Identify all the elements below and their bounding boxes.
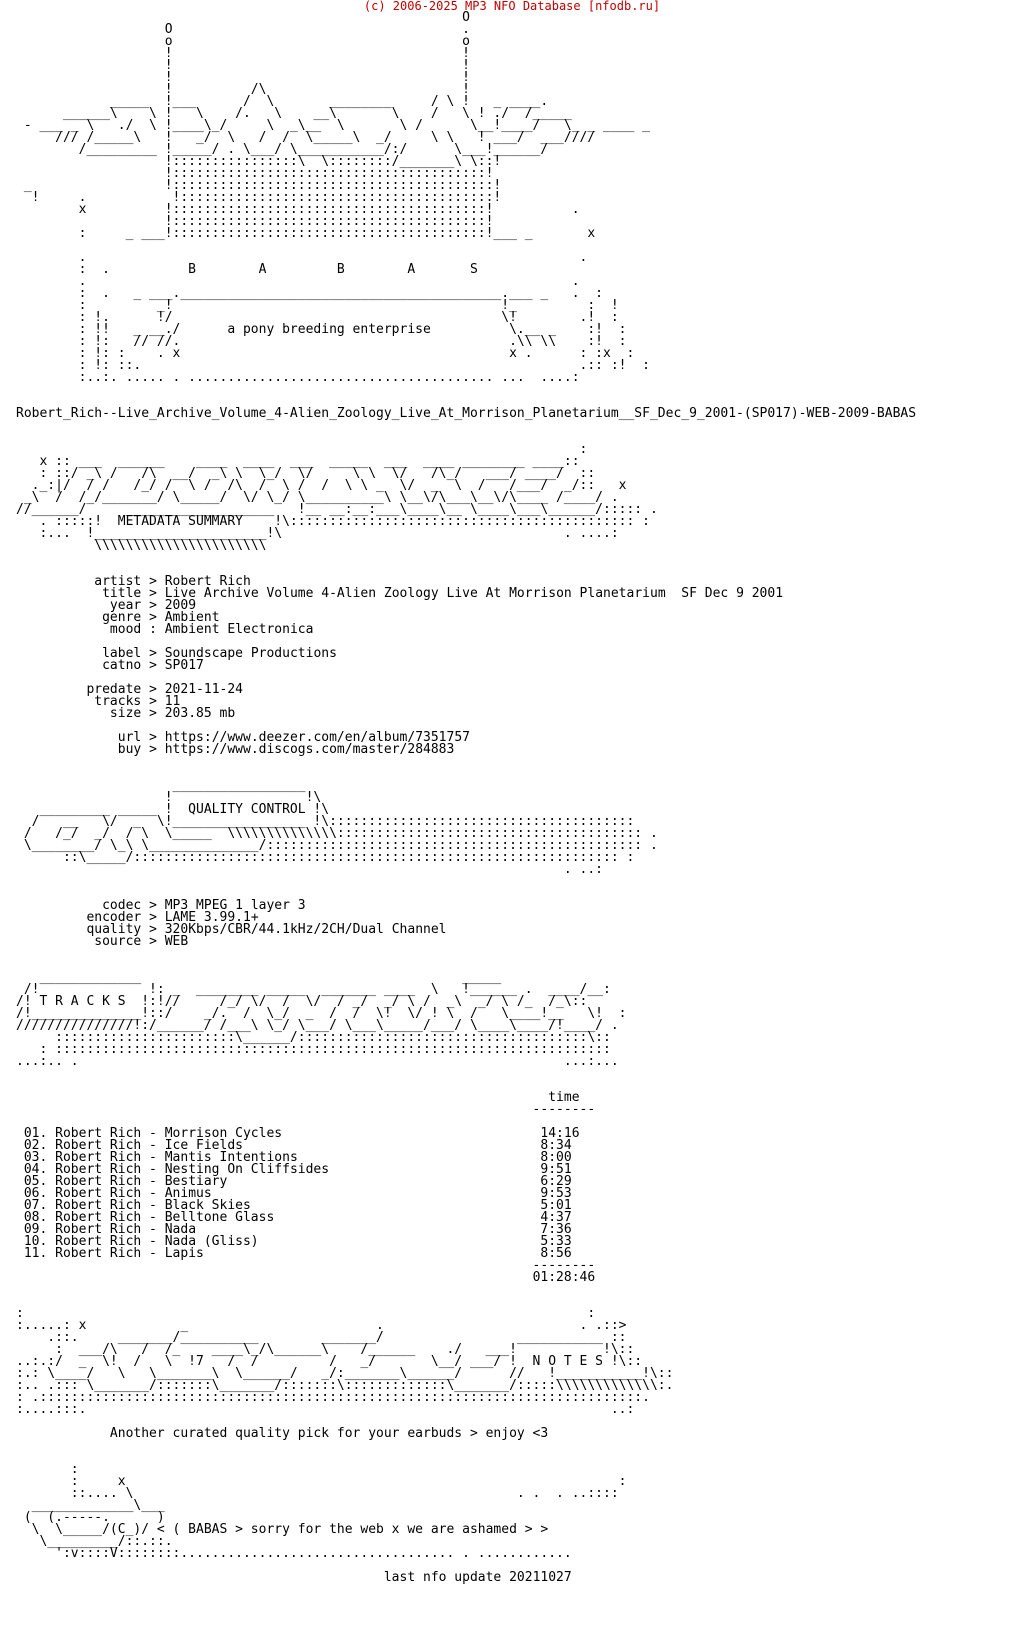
track-number: 09. [23,1222,48,1237]
track-label: Robert Rich - Nada [55,1222,533,1237]
track-number: 03. [23,1150,48,1165]
track-time: 8:00 [540,1150,572,1165]
metadata-row [16,658,204,673]
quality-value: MP3 MPEG 1 layer 3 [164,898,306,913]
metadata-separator: > [149,646,157,661]
copyright-banner: (c) 2006-2025 MP3 NFO Database [nfodb.ru] [363,0,661,13]
metadata-separator: > [149,574,157,589]
quality-key: encoder [78,910,142,925]
metadata-key: year [78,598,142,613]
metadata-separator: > [149,694,157,709]
metadata-value: 2021-11-24 [164,682,244,697]
track-time: 5:01 [540,1198,572,1213]
metadata-key: buy [78,742,142,757]
metadata-separator: > [149,598,157,613]
track-label: Robert Rich - Bestiary [55,1174,533,1189]
metadata-summary-header-art: : x :: ___ ______ ____ ____ ___ _____ ___ ____ ________ ____:: : ::/ _\ / /\ __/ _\ \ \_/ \/ \ \ \/ /\_/ ___/ ____/ :: ._:|/ / / /_/ / \ / /\ / \ / / \ \ _ \/ _ \ / /___/ _/:: x _\ / /_/_______/ \_____/ \/ \_/ \__________\ \__\/\___\__\/\____ /____/ . //______/ ___________________ !__ __:__:___\____\__ \____\___\______/::::: . . :::::! METADATA SUMMARY !\:::::::::::::::::::::::::::::::::::::::::::: : :... !______________________!\ . ....: \\\\\\\\\\\\\\\\\\\\\\ [16,442,658,553]
track-number: 05. [23,1174,48,1189]
nfo-document [16,12,916,1584]
metadata-value: https://www.discogs.com/master/284883 [164,742,455,757]
metadata-key: catno [78,658,142,673]
track-label: Robert Rich - Mantis Intentions [55,1150,533,1165]
quality-value: LAME 3.99.1+ [164,910,259,925]
metadata-key: label [78,646,142,661]
quality-value: WEB [164,934,189,949]
quality-key: codec [78,898,142,913]
metadata-row [16,622,313,637]
track-label: Robert Rich - Black Skies [55,1198,533,1213]
track-number: 10. [23,1234,48,1249]
notes-text: Another curated quality pick for your earbuds > enjoy <3 [109,1426,549,1441]
track-number: 04. [23,1162,48,1177]
track-time: 8:56 [540,1246,572,1261]
metadata-key: mood [78,622,142,637]
metadata-key: tracks [78,694,142,709]
metadata-separator: > [149,730,157,745]
track-label: Robert Rich - Morrison Cycles [55,1126,533,1141]
track-number: 07. [23,1198,48,1213]
quality-key: source [78,934,142,949]
metadata-value: 2009 [164,598,197,613]
metadata-separator: > [149,682,157,697]
track-time: 7:36 [540,1222,572,1237]
track-number: 01. [23,1126,48,1141]
track-time: 5:33 [540,1234,572,1249]
quality-row: quality > 320Kbps/CBR/44.1kHz/2CH/Dual Channel [78,922,447,937]
track-time: 8:34 [540,1138,572,1153]
quality-value: 320Kbps/CBR/44.1kHz/2CH/Dual Channel [164,922,447,937]
quality-control-header-art: _________________ ! !\ _________ _____ ! QUALITY CONTROL !\ / __ \/ _ \!_________________ !\::::::::::::::::::::::::::::::::::::::: / /_/ _/ / \ \_____ \\\\\\\\\\\\\\::::::::::::::::::::::::::::::::::::::: . \________/ \_\ \______________/:::::::::::::::::::::::::::::::::::::::::::::::: . ::\_____/:::::::::::::::::::::::::::::::::::::::::::::::::::::::::::::: : . ..: [23,778,658,877]
metadata-value: 203.85 mb [164,706,236,721]
metadata-separator: > [149,586,157,601]
track-number: 08. [23,1210,48,1225]
metadata-key: predate [78,682,142,697]
metadata-value: Ambient [164,610,220,625]
track-label: Robert Rich - Belltone Glass [55,1210,533,1225]
metadata-separator: : [149,622,157,637]
quality-key: quality [78,922,142,937]
track-label: Robert Rich - Nada (Gliss) [55,1234,533,1249]
metadata-value: Soundscape Productions [164,646,337,661]
release-name: Robert_Rich--Live_Archive_Volume_4-Alien_Zoology_Live_At_Morrison_Planetarium__SF_Dec_9_2001-(SP017)-WEB-2009-BABAS [16,406,917,421]
track-time: 6:29 [540,1174,572,1189]
metadata-separator: > [149,742,157,757]
track-time: 14:16 [540,1126,580,1141]
total-time: 01:28:46 [532,1270,596,1285]
track-number: 06. [23,1186,48,1201]
quality-row: codec > MP3 MPEG 1 layer 3 [78,898,306,913]
track-label: Robert Rich - Nesting On Cliffsides [55,1162,533,1177]
metadata-value: Robert Rich [164,574,251,589]
metadata-value: Ambient Electronica [164,622,314,637]
track-label: Robert Rich - Animus [55,1186,533,1201]
track-number: 11. [23,1246,48,1261]
tracks-header-art: _____________ _____ /! !: _ ________ _____ _______ ____ \ !______ . ____/__: /! T R A C K S !:!// /_/ \/ / \/ / _/ _/ \ / _\ _/ \ /_ /_\:: /!______________!::/ _/. / \_/ _ / / \! \/ ! \ / \____!__ \! : ///////////////!:/______/ /___\ \_/ \___/ \___\_____/___/ \____\____/!____/ . :::::::::::::::::::::::\______/:::::::::::::::::::::::::::::::::::::\:: : ::::::::::::::::::::::::::::::::::::::::::::::::::::::::::::::::::::::: ...:.. . ...:... [16,970,627,1069]
metadata-value: Live Archive Volume 4-Alien Zoology Live At Morrison Planetarium SF Dec 9 2001 [164,586,784,601]
time-column-header: time [548,1090,580,1105]
track-label: Robert Rich - Ice Fields [55,1138,533,1153]
metadata-key: genre [78,610,142,625]
logo-ascii-art: O O . o o ! ! ! ! ! ! ! /\ ! _____ !___ / \ ________ / \ ! _ ____. ______\ \ ! \ /. \ __\ \ / \ ! ./ /_____ - ___ _ \ ./ \ !____\_/ \ _\__ \ \ / \__!____/ \_ _ ____ _ /// /_____\ ! _/ \ / / \_____\ _/ \ \ ! ___/ ___//// /_________ !_____/ . \___/ \___________/:/ \___!______/ !::::::::::::::::\ \::::::::/_______\ \::! !::::::::::::::::::::::::::::::::::::::::! _ !:::::::::::::::::::::::::::::::::::::::::! ! . !::::::::::::::::::::::::::::::::::::::::! x !::::::::::::::::::::::::::::::::::::::::! . !::::::::::::::::::::::::::::::::::::::::! : _ ___!::::::::::::::::::::::::::::::::::::::::!___ _ x . . : . B A B A S . . : . _ ___._________________________________________.___ _ . : : _! !_ : ! : !. !/ \! .! : : !! _ __./ a pony breeding enterprise \.__ _ :! : : !: // //. .\\ \\ :! : : !: : . x x . : :x : : !: ::. .:: :! : :..:. ..... . ....................................... ... ....: [23,10,650,385]
metadata-row [16,706,235,721]
metadata-key: url [78,730,142,745]
quality-control-block [16,898,447,949]
track-time: 9:51 [540,1162,572,1177]
track-time: 9:53 [540,1186,572,1201]
metadata-separator: > [149,658,157,673]
quality-row: source > WEB [78,934,189,949]
metadata-value: https://www.deezer.com/en/album/7351757 [164,730,470,745]
metadata-separator: > [149,706,157,721]
track-row [16,1246,572,1261]
notes-header-art: : : :.....: x _ . . .::> .::. _______/__________ _______/ ___________ :: : ___/\ / /_ ____\_/\______\ /______ ./ ___! !\:: ..:.:/ _ \! / \ !7 / / / _/ \__/ ___/ ! N O T E S !\:: :.: \____/ \ \_______\ \______/ _/:_______\______/ // !___________!\:: :.. .::: \_______/:::::::\_______/:::::::\:::::::::::::\_______/:::::\\\\\\\\\\\\\:. : .:::::::::::::::::::::::::::::::::::::::::::::::::::::::::::::::::::::::::::::. :....:::. ..: [16,1306,674,1417]
tracklist-block: time -------- 01. Robert Rich - Morrison Cycles 14:16 02. Robert Rich - Ice Fields 8:34 03. Robert Rich - Mantis Intentions 8:00 04. Robert Rich - Nesting On Cliffsides 9:51 05. Robert Rich - Bestiary 6:29 06. Robert Rich - Animus 9:53 07. Robert Rich - Black Skies 5:01 08. Robert Rich - Belltone Glass 4:37 09. Robert Rich - Nada 7:36 10. Robert Rich - Nada (Gliss) 5:33 11. Robert Rich - Lapis 8:56 -------- 01:28:46 [16,1090,595,1285]
metadata-value: 11 [164,694,181,709]
footer-ascii-art: : : x : ::.... \ . . . ..:::: _____________\___ ( (.-----. ) \ \_____/(C_)/ < ( BABAS > sorry for the web x we are ashamed > > \_________/::.::. ':v::::V::::::::................................... . ............ [23,1462,627,1561]
metadata-key: title [78,586,142,601]
metadata-row [16,742,454,757]
metadata-key: artist [78,574,142,589]
track-label: Robert Rich - Lapis [55,1246,533,1261]
quality-row: encoder > LAME 3.99.1+ [78,910,259,925]
last-update-line: last nfo update 20211027 [383,1570,572,1585]
metadata-key: size [78,706,142,721]
track-time: 4:37 [540,1210,572,1225]
metadata-value: SP017 [164,658,204,673]
metadata-separator: > [149,610,157,625]
metadata-summary-block [16,574,783,757]
track-number: 02. [23,1138,48,1153]
